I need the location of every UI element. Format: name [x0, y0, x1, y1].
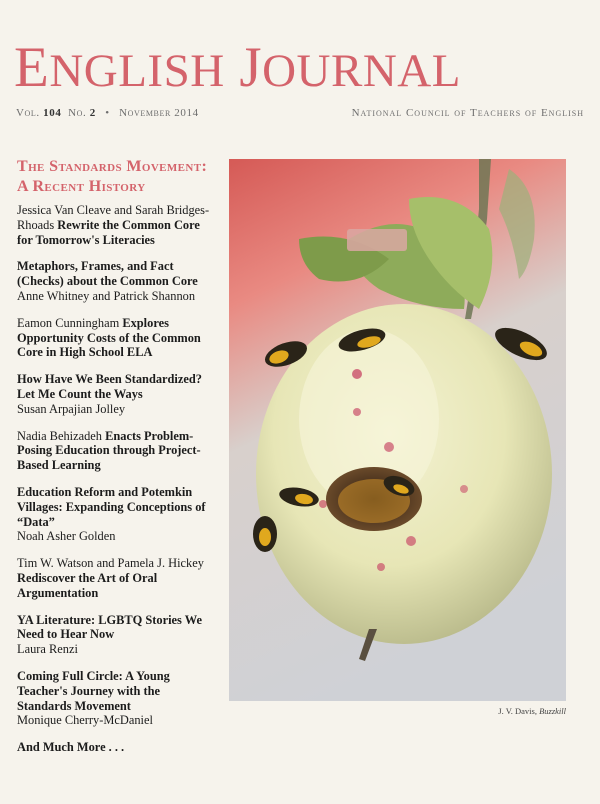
entry-title: How Have We Been Standardized? Let Me Count the Ways — [17, 372, 202, 401]
more-text: And Much More . . . — [17, 740, 125, 755]
entry-authors: Nadia Behizadeh — [17, 428, 102, 443]
photo-credit — [498, 706, 566, 716]
title-english-rest: NGLISH — [49, 45, 225, 97]
entry-title: Rewrite the Common Core for Tomorrow's Literacies — [17, 217, 200, 247]
toc-entry — [17, 203, 217, 247]
entry-title: Education Reform and Potemkin Villages: Expanding Conceptions of “Data” — [17, 484, 206, 529]
entry-authors: Anne Whitney and Patrick Shannon — [17, 288, 196, 303]
toc-entry — [17, 372, 217, 416]
entry-title: Enacts Problem-Posing Education through Project-Based Learning — [17, 428, 201, 473]
vol-label: Vol. — [16, 107, 40, 119]
entry-title: Rediscover the Art of Oral Argumentation — [17, 570, 158, 600]
entry-authors: Monique Cherry-McDaniel — [17, 713, 153, 728]
title-journal-rest: OURNAL — [262, 45, 461, 97]
entry-title: YA Literature: LGBTQ Stories We Need to Hear Now — [17, 612, 202, 642]
toc-entry — [17, 669, 217, 728]
entry-authors: Susan Arpajian Jolley — [17, 401, 126, 416]
toc-entry — [17, 259, 217, 303]
toc-entry — [17, 429, 217, 473]
cover-photo — [229, 159, 566, 701]
no-number: 2 — [89, 107, 96, 119]
vol-number: 104 — [43, 107, 62, 119]
entry-authors: Noah Asher Golden — [17, 529, 116, 544]
separator-dot: • — [105, 107, 110, 119]
title-english-initial: E — [14, 36, 50, 99]
entry-title: Coming Full Circle: A Young Teacher's Journey with the Standards Movement — [17, 668, 170, 713]
toc-entry — [17, 485, 217, 544]
entry-authors: Laura Renzi — [17, 642, 78, 657]
table-of-contents — [17, 157, 217, 755]
toc-entry — [17, 556, 217, 600]
toc-entry — [17, 316, 217, 360]
entry-authors: Tim W. Watson and Pamela J. Hickey — [17, 556, 204, 571]
feature-title: The Standards Movement: A Recent History — [17, 158, 208, 195]
no-label: No. — [68, 107, 87, 119]
credit-name: J. V. Davis, — [498, 706, 537, 716]
toc-entry — [17, 613, 217, 657]
entry-title: Explores Opportunity Costs of the Common Core in High School ELA — [17, 315, 201, 360]
title-journal-initial: J — [239, 36, 263, 99]
issue-line — [16, 107, 584, 119]
masthead-title — [14, 36, 586, 103]
entry-authors: Jessica Van Cleave and Sarah Bridges-Rhoads — [17, 203, 210, 232]
wasps-apple-illustration — [229, 159, 566, 701]
credit-title: Buzzkill — [539, 706, 566, 716]
issue-date: November 2014 — [119, 107, 199, 119]
council-name: National Council of Teachers of English — [351, 107, 584, 119]
entry-authors: Eamon Cunningham — [17, 315, 120, 330]
entry-title: Metaphors, Frames, and Fact (Checks) about the Common Core — [17, 259, 198, 289]
